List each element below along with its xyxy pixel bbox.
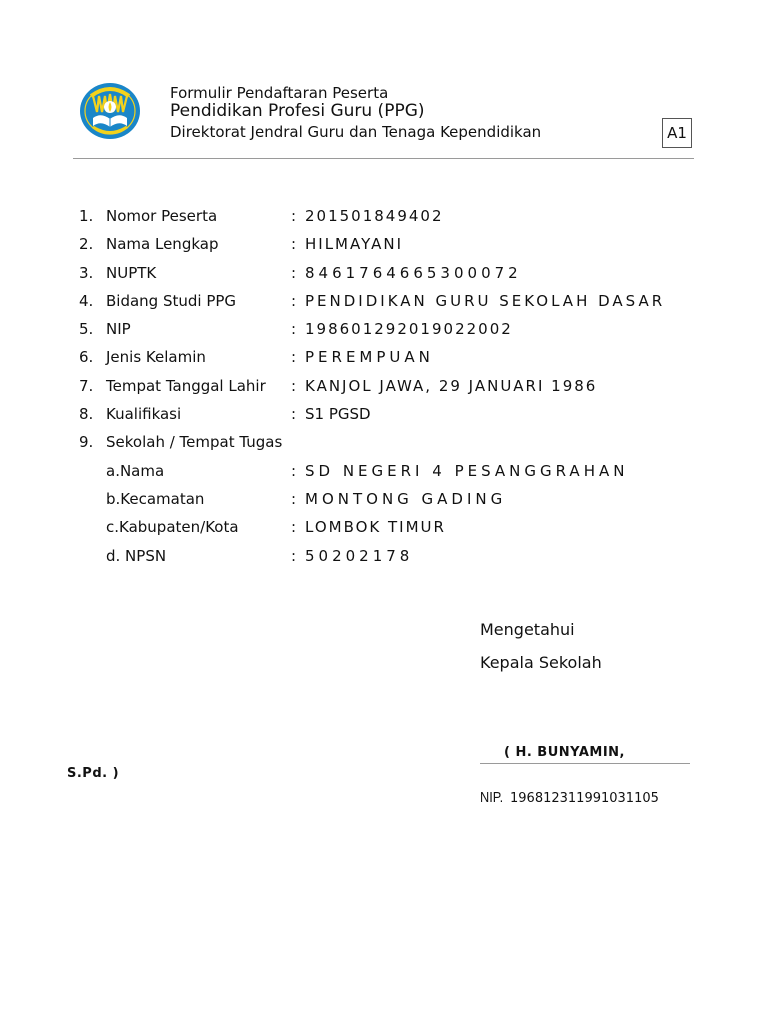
field-row-sekolah [0,428,768,456]
form-code-badge: A1 [662,118,692,148]
field-number: 3. [79,263,94,282]
field-number: 6. [79,348,94,367]
field-number: 1. [79,207,94,225]
field-label: c.Kabupaten/Kota [106,518,239,537]
field-number: 2. [79,235,94,254]
field-colon: : [291,235,297,254]
field-label: NIP [106,320,131,339]
field-value: HILMAYANI [305,235,404,254]
field-value: 201501849402 [305,207,444,225]
field-colon: : [291,461,297,480]
signer-position: Kepala Sekolah [480,653,602,672]
field-number: 7. [79,376,94,395]
field-number: 4. [79,291,94,310]
field-colon: : [291,291,297,310]
field-label: Sekolah / Tempat Tugas [106,433,283,452]
field-label: NUPTK [106,263,157,282]
field-colon: : [291,518,297,537]
field-colon: : [291,320,297,339]
field-value: MONTONG GADING [305,489,507,508]
field-row-tempat-tanggal-lahir [0,372,768,400]
field-value: PENDIDIKAN GURU SEKOLAH DASAR [305,291,666,310]
field-label: Bidang Studi PPG [106,291,237,310]
signer-name: ( H. BUNYAMIN, [504,745,625,760]
acknowledgement-text: Mengetahui [480,620,575,639]
field-label: a.Nama [106,461,165,480]
field-value: LOMBOK TIMUR [305,518,446,537]
signer-nip-value: 196812311991031105 [510,791,659,806]
signer-title-suffix: S.Pd. ) [67,766,120,781]
field-value: SD NEGERI 4 PESANGGRAHAN [305,461,629,480]
program-title: Pendidikan Profesi Guru (PPG) [170,101,425,121]
field-row-school-npsn [0,542,768,570]
field-colon: : [291,263,297,282]
field-number: 5. [79,320,94,339]
field-label: Nama Lengkap [106,235,219,254]
signer-nip-label: NIP. [480,789,504,806]
field-row-nomor-peserta [0,202,768,230]
field-row-school-kabupaten [0,513,768,541]
field-label: Kualifikasi [106,405,182,424]
directorate-name: Direktorat Jendral Guru dan Tenaga Kependidikan [170,123,542,141]
field-row-jenis-kelamin [0,343,768,371]
field-value: 198601292019022002 [305,320,513,339]
field-colon: : [291,546,297,565]
field-row-nip [0,315,768,343]
field-row-kualifikasi [0,400,768,428]
field-number: 9. [79,433,94,452]
field-label: Jenis Kelamin [106,348,206,367]
field-value: KANJOL JAWA, 29 JANUARI 1986 [305,376,598,395]
header-divider [73,158,694,159]
registration-fields [0,202,768,570]
field-row-bidang-studi [0,287,768,315]
field-number: 8. [79,405,94,424]
field-value: PEREMPUAN [305,348,434,367]
field-colon: : [291,207,297,225]
field-colon: : [291,405,297,424]
field-label: Tempat Tanggal Lahir [106,376,266,395]
field-label: d. NPSN [106,546,167,565]
field-colon: : [291,489,297,508]
field-value: S1 PGSD [305,405,371,424]
field-label: b.Kecamatan [106,489,205,508]
tut-wuri-handayani-emblem-icon [79,82,141,140]
field-row-nuptk [0,259,768,287]
field-label: Nomor Peserta [106,207,218,225]
field-row-nama-lengkap [0,230,768,258]
field-value: 50202178 [305,546,414,565]
field-row-school-nama [0,457,768,485]
field-row-school-kecamatan [0,485,768,513]
signature-line [480,763,690,764]
field-colon: : [291,376,297,395]
field-value: 8461764665300072 [305,263,522,282]
form-title: Formulir Pendaftaran Peserta [170,84,389,102]
field-colon: : [291,348,297,367]
